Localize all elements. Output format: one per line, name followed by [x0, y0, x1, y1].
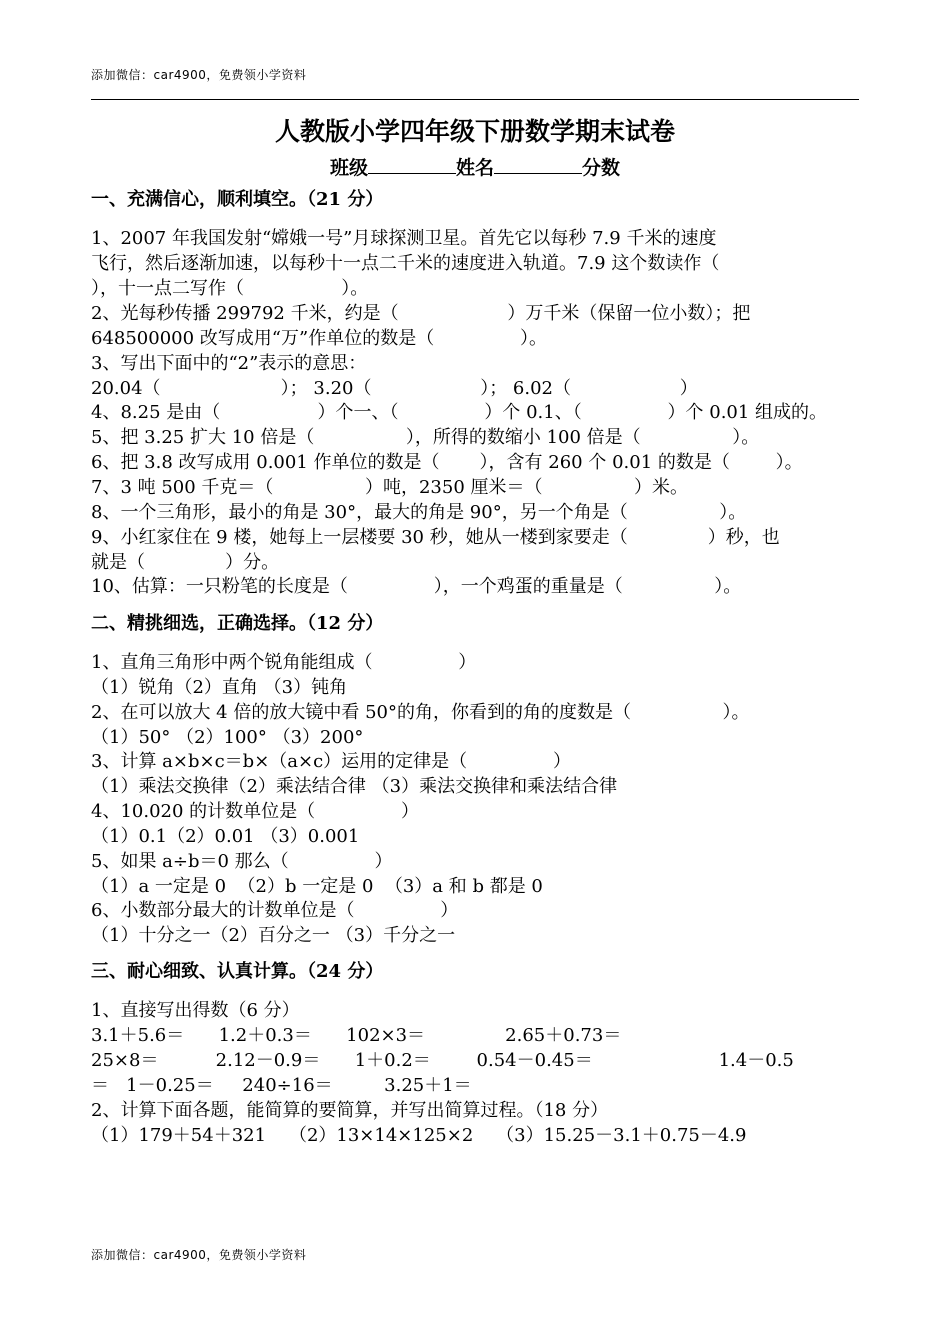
class-blank[interactable]: [368, 155, 456, 174]
question-line: 2、计算下面各题，能简算的要简算，并写出简算过程。（18 分）: [91, 1100, 609, 1121]
class-label: 班级: [329, 157, 368, 179]
question-line: 2、光每秒传播 299792 千米，约是（ ）万千米（保留一位小数）；把: [91, 303, 751, 324]
question-line: 2、在可以放大 4 倍的放大镜中看 50°的角，你看到的角的度数是（ ）。: [91, 702, 750, 723]
calc-line: （1）179＋54＋321 （2）13×14×125×2 （3）15.25－3.1＋0.75－4.9: [91, 1125, 747, 1146]
question-line: 3、写出下面中的“2”表示的意思：: [91, 353, 367, 374]
question-line: 7、3 吨 500 千克＝（ ）吨，2350 厘米＝（ ）米。: [91, 477, 689, 498]
name-blank[interactable]: [494, 155, 582, 174]
choice-line: （1）a 一定是 0 （2）b 一定是 0 （3）a 和 b 都是 0: [91, 876, 543, 897]
section-heading-fill-in: 一、充满信心，顺利填空。（21 分）: [91, 189, 384, 210]
header-divider: [91, 99, 859, 100]
question-line: 3、计算 a×b×c＝b×（a×c）运用的定律是（ ）: [91, 751, 571, 772]
exam-title: 人教版小学四年级下册数学期末试卷: [274, 117, 675, 146]
question-line: 1、2007 年我国发射“嫦娥一号”月球探测卫星。首先它以每秒 7.9 千米的速度: [91, 228, 717, 249]
question-line: ），十一点二写作（ ）。: [91, 278, 369, 299]
question-line: 就是（ ）分。: [91, 552, 280, 573]
question-line: 648500000 改写成用“万”作单位的数是（ ）。: [91, 328, 548, 349]
question-line: 8、一个三角形，最小的角是 30°，最大的角是 90°，另一个角是（ ）。: [91, 502, 747, 523]
choice-line: （1）十分之一（2）百分之一 （3）千分之一: [91, 925, 456, 946]
calc-line: 25×8＝ 2.12－0.9＝ 1＋0.2＝ 0.54－0.45＝ 1.4－0.5: [91, 1050, 794, 1071]
calc-line: ＝ 1－0.25＝ 240÷16＝ 3.25＋1＝: [91, 1075, 472, 1096]
question-line: 4、10.020 的计数单位是（ ）: [91, 801, 419, 822]
name-label: 姓名: [455, 157, 494, 179]
question-line: 6、把 3.8 改写成用 0.001 作单位的数是（ ），含有 260 个 0.01 的数是（ ）。: [91, 452, 803, 473]
student-info-line: [0, 153, 950, 180]
question-line: 1、直接写出得数（6 分）: [91, 1000, 300, 1021]
choice-line: （1）0.1（2）0.01 （3）0.001: [91, 826, 360, 847]
question-line: 4、8.25 是由（ ）个一、（ ）个 0.1、（ ）个 0.01 组成的。: [91, 402, 828, 423]
choice-line: （1）乘法交换律（2）乘法结合律 （3）乘法交换律和乘法结合律: [91, 776, 618, 797]
question-line: 5、如果 a÷b＝0 那么（ ）: [91, 851, 393, 872]
choice-line: （1）锐角（2）直角 （3）钝角: [91, 677, 348, 698]
question-line: 9、小红家住在 9 楼，她每上一层楼要 30 秒，她从一楼到家要走（ ）秒，也: [91, 527, 780, 548]
question-line: 5、把 3.25 扩大 10 倍是（ ），所得的数缩小 100 倍是（ ）。: [91, 427, 760, 448]
question-line: 20.04（ ）； 3.20（ ）； 6.02（ ）: [91, 378, 698, 399]
footer-note: 添加微信：car4900，免费领小学资料: [91, 1248, 307, 1262]
calc-line: 3.1＋5.6＝ 1.2＋0.3＝ 102×3＝ 2.65＋0.73＝: [91, 1025, 622, 1046]
section-heading-multiple-choice: 二、精挑细选，正确选择。（12 分）: [91, 613, 384, 634]
section-heading-calculation: 三、耐心细致、认真计算。（24 分）: [91, 961, 384, 982]
question-line: 10、估算：一只粉笔的长度是（ ），一个鸡蛋的重量是（ ）。: [91, 576, 742, 597]
score-label: 分数: [582, 157, 621, 179]
question-line: 6、小数部分最大的计数单位是（ ）: [91, 900, 459, 921]
question-line: 飞行，然后逐渐加速，以每秒十一点二千米的速度进入轨道。7.9 这个数读作（: [91, 253, 720, 274]
question-line: 1、直角三角形中两个锐角能组成（ ）: [91, 652, 477, 673]
header-note: 添加微信：car4900，免费领小学资料: [91, 68, 307, 82]
choice-line: （1）50° （2）100° （3）200°: [91, 727, 364, 748]
